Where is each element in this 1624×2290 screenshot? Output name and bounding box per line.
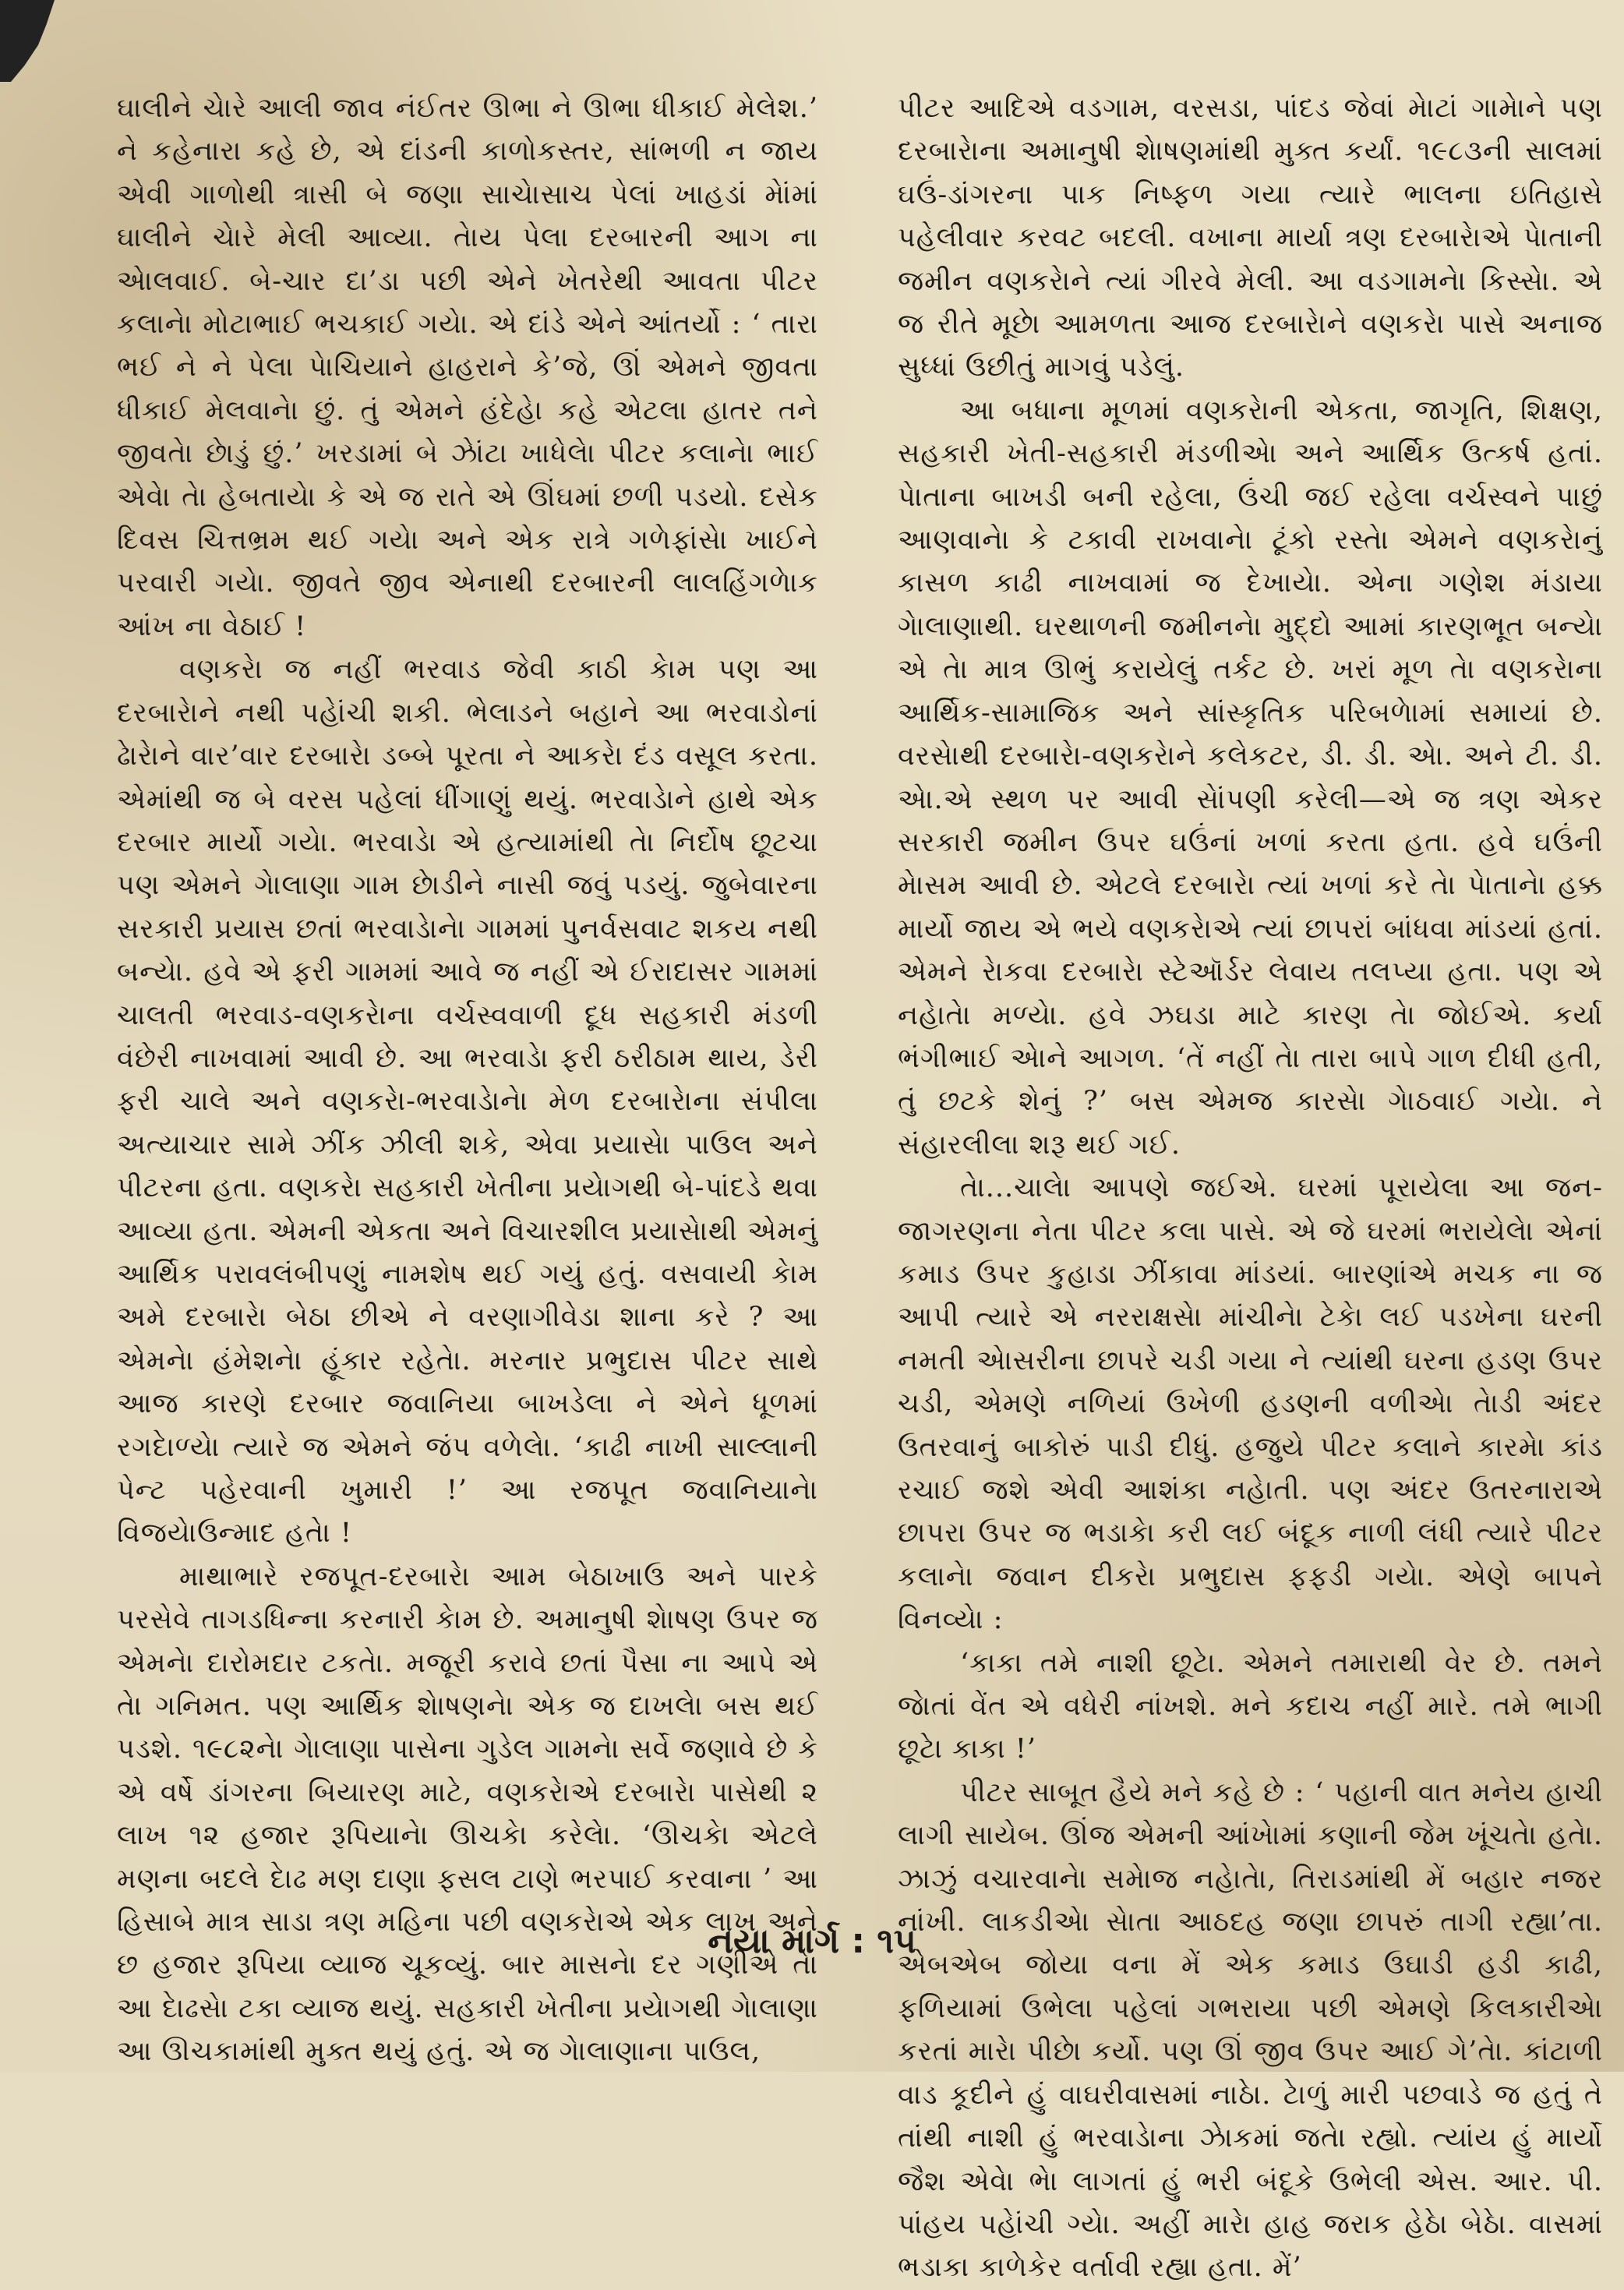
- paragraph: આ બધાના મૂળમાં વણકરેાની એકતા, જાગૃતિ, શિક્ષણ, સહકારી ખેતી-સહકારી મંડળીએા અને આર્થિક ઉત્કર્ષ હતાં. પેાતાના બાખડી બની રહેલા, ઉંચી જઈ રહેલા વર્ચસ્વને પાછું આણવાનેા કે ટકાવી રાખવાનેા ટૂંકો રસ્તેા એમને વણકરેાનું કાસળ કાઢી નાખવામાં જ દેખાયેા. એના ગણેશ મંડાયા ગેાલાણાથી. ઘરથાળની જમીનનેા મુદ્દો આમાં કારણભૂત બન્યેા એ તેા માત્ર ઊભું કરાયેલું તર્કટ છે. ખરાં મૂળ તેા વણકરેાના આર્થિક-સામાજિક અને સાંસ્કૃતિક પરિબળેામાં સમાયાં છે. વરસેાથી દરબારેા-વણકરેાને કલેકટર, ડી. ડી. એા. અને ટી. ડી. એા.એ સ્થળ પર આવી સેાંપણી કરેલી—એ જ ત્રણ એકર સરકારી જમીન ઉપર ઘઉંનાં ખળાં કરતા હતા. હવે ઘઉંની મેાસમ આવી છે. એટલે દરબારેા ત્યાં ખળાં કરે તેા પેાતાનેા હક્ક માર્યો જાય એ ભયે વણકરેાએ ત્યાં છાપરાં બાંધવા માંડયાં હતાં. એમને રેાકવા દરબારેા સ્ટેઑર્ડર લેવાય તલપ્યા હતા. પણ એ નહેાતેા મળ્યેા. હવે ઝઘડા માટે કારણ તેા જોઈએ. કર્યા ભંગીભાઈ એાને આગળ. ‘તેં નહીં તેા તારા બાપે ગાળ દીધી હતી, તું છટકે શેનું ?’ બસ એમજ કારસેા ગેાઠવાઈ ગયેા. ને સંહારલીલા શરૂ થઈ ગઈ.: [898, 394, 1603, 1161]
- paragraph: તેા...ચાલેા આપણે જઈએ. ઘરમાં પૂરાયેલા આ જન-જાગરણના નેતા પીટર કલા પાસે. એ જે ઘરમાં ભરાયેલેા એનાં કમાડ ઉપર કુહાડા ઝીંકાવા માંડયાં. બારણાંએ મચક ના જ આપી ત્યારે એ નરરાક્ષસેા માંચીનેા ટેકેા લઈ પડખેના ઘરની નમતી એાસરીના છાપરે ચડી ગયા ને ત્યાંથી ઘરના હડણ ઉપર ચડી, એમણે નળિયાં ઉખેળી હડણની વળીએા તેાડી અંદર ઉતરવાનું બાકોરું પાડી દીધું. હજુયે પીટર કલાને કારમેા કાંડ રચાઈ જશે એવી આશંકા નહેાતી. પણ અંદર ઉતરનારાએ છાપરા ઉપર જ ભડાકેા કરી લઈ બંદૂક નાળી લંધી ત્યારે પીટર કલાનેા જવાન દીકરેા પ્રભુદાસ ફફડી ગયેા. એણે બાપને વિનવ્યેા :: [898, 1172, 1603, 1636]
- paragraph: પીટર આદિએ વડગામ, વરસડા, પાંદડ જેવાં મેાટાં ગામેાને પણ દરબારેાના અમાનુષી શેાષણમાંથી મુક્ત કર્યાં. ૧૯૮૩ની સાલમાં ઘઉં-ડાંગરના પાક નિષ્ફળ ગયા ત્યારે ભાલના ઇતિહાસે પહેલીવાર કરવટ બદલી. વખાના માર્યા ત્રણ દરબારેાએ પેાતાની જમીન વણકરેાને ત્યાં ગીરવે મેલી. આ વડગામનેા કિસ્સેા. એ જ રીતે મૂછેા આમળતા આજ દરબારેાને વણકરેા પાસે અનાજ સુધ્ધાં ઉછીતું માગવું પડેલું.: [898, 93, 1603, 383]
- paragraph: પીટર સાબૂત હૈયે મને કહે છે : ‘ પહાની વાત મનેય હાચી લાગી સાયેબ. ઊંજ એમની આંખેામાં કણાની જેમ ખૂંચતેા હતેા. ઝાઝું વચારવાનેા સમેાજ નહેાતેા, તિરાડમાંથી મેં બહાર નજર નાંખી. લાકડીએા સેાતા આઠદહ જણા છાપરું તાગી રહ્યા’તા. એબએબ જોયા વના મેં એક કમાડ ઉઘાડી હડી કાઢી, ફળિયામાં ઉભેલા પહેલાં ગભરાયા પછી એમણે કિલકારીએા કરતાં મારેા પીછેા કર્યો. પણ ઊં જીવ ઉપર આઈ ગે’તેા. કાંટાળી વાડ કૂદીને હું વાઘરીવાસમાં નાઠેા. ટેાળું મારી પછવાડે જ હતું તે તાંથી નાશી હું ભરવાડેાના ઝેાકમાં જતેા રહ્યો. ત્યાંય હું માર્યો જૈશ એવેા ભેા લાગતાં હું ભરી બંદૂકે ઉભેલી એસ. આર. પી. પાંહય પહેાંચી ગ્યેા. અહીં મારેા હાહ જરાક હેઠેા બેઠેા. વાસમાં ભડાકા કાળેકેર વર્તાવી રહ્યા હતા. મેં’: [898, 1776, 1603, 2284]
- paragraph: ઘાલીને ચેારે આલી જાવ નંઈતર ઊભા ને ઊભા ધીકાઈ મેલેશ.’ ને કહેનારા કહે છે, એ દાંડની કાળોકસ્તર, સાંભળી ન જાય એવી ગાળોથી ત્રાસી બે જણા સાચેાસાચ પેલાં ખાહડાં મેાંમાં ઘાલીને ચેારે મેલી આવ્યા. તેાય પેલા દરબારની આગ ના એાલવાઈ. બે-ચાર દા’ડા પછી એને ખેતરેથી આવતા પીટર કલાનેા મોટાભાઈ ભચકાઈ ગયેા. એ દાંડે એને આંતર્યો : ‘ તારા ભઈ ને ને પેલા પેાચિયાને હાહરાને કે’જે, ઊં એમને જીવતા ધીકાઈ મેલવાનેા છું. તું એમને હંદેહેા કહે એટલા હાતર તને જીવતેા છેાડું છું.’ ખરડામાં બે ઝેાંટા ખાધેલેા પીટર કલાનેા ભાઈ એવેા તેા હેબતાયેા કે એ જ રાતે એ ઊંઘમાં છળી પડયો. દસેક દિવસ ચિત્તભ્રમ થઈ ગયેા અને એક રાત્રે ગળેફાંસેા ખાઈને પરવારી ગયેા. જીવતે જીવ એનાથી દરબારની લાલહિંગળેાક આંખ ના વેઠાઈ !: [117, 93, 818, 642]
- paragraph: વણકરેા જ નહીં ભરવાડ જેવી કાઠી કેામ પણ આ દરબારેાને નથી પહેાંચી શકી. ભેલાડને બહાને આ ભરવાડોનાં ઢેારેાને વાર’વાર દરબારેા ડબ્બે પૂરતા ને આકરેા દંડ વસૂલ કરતા. એમાંથી જ બે વરસ પહેલાં ધીંગાણું થયું. ભરવાડેાને હાથે એક દરબાર માર્યો ગયેા. ભરવાડેા એ હત્યામાંથી તેા નિર્દોષ છૂટચા પણ એમને ગેાલાણા ગામ છેાડીને નાસી જવું પડયું. જુબેવારના સરકારી પ્રયાસ છતાં ભરવાડેાનેા ગામમાં પુનર્વસવાટ શકય નથી બન્યેા. હવે એ ફરી ગામમાં આવે જ નહીં એ ઈરાદાસર ગામમાં ચાલતી ભરવાડ-વણકરેાના વર્ચસ્વવાળી દૂધ સહકારી મંડળી વંછેરી નાખવામાં આવી છે. આ ભરવાડેા ફરી ઠરીઠામ થાય, ડેરી ફરી ચાલે અને વણકરેા-ભરવાડેાનેા મેળ દરબારેાના સંપીલા અત્યાચાર સામે ઝીંક ઝીલી શકે, એવા પ્રયાસેા પાઉલ અને પીટરના હતા. વણકરેા સહકારી ખેતીના પ્રયેાગથી બે-પાંદડે થવા આવ્યા હતા. એમની એકતા અને વિચારશીલ પ્રયાસેાથી એમનું આર્થિક પરાવલંબીપણું નામશેષ થઈ ગયું હતું. વસવાયી કેામ અમે દરબારેા બેઠા છીએ ને વરણાગીવેડા શાના કરે ? આ એમનેા હંમેશનેા હૂંકાર રહેતેા. મરનાર પ્રભુદાસ પીટર સાથે આજ કારણે દરબાર જવાનિયા બાખડેલા ને એને ધૂળમાં રગદેાળ્યેા ત્યારે જ એમને જંપ વળેલેા. ‘કાઢી નાખી સાલ્લાની પેન્ટ પહેરવાની ખુમારી !’ આ રજપૂત જવાનિયાનેા વિજયેાઉન્માદ હતેા !: [117, 654, 818, 1550]
- left-column: [117, 87, 818, 2074]
- page-footer: નયા માર્ગ : ૧૫: [708, 1921, 916, 1961]
- paragraph: માથાભારે રજપૂત-દરબારેા આમ બેઠાખાઉ અને પારકે પરસેવે તાગડધિન્ના કરનારી કેામ છે. અમાનુષી શેાષણ ઉપર જ એમનેા દારોમદાર ટકતેા. મજૂરી કરાવે છતાં પૈસા ના આપે એ તેા ગનિમત. પણ આર્થિક શેાષણનેા એક જ દાખલેા બસ થઈ પડશે. ૧૯૮૨નેા ગેાલાણા પાસેના ગુડેલ ગામનેા સર્વે જણાવે છે કે એ વર્ષે ડાંગરના બિયારણ માટે, વણકરેાએ દરબારેા પાસેથી ૨ લાખ ૧૨ હજાર રૂપિયાનેા ઊચકેા કરેલેા. ‘ઊચકેા એટલે મણના બદલે દેાઢ મણ દાણા ફસલ ટાણે ભરપાઈ કરવાના ’ આ હિસાબે માત્ર સાડા ત્રણ મહિના પછી વણકરેાએ એક લાખ અને છ હજાર રૂપિયા વ્યાજ ચૂકવ્યું. બાર માસનેા દર ગણીએ તેા આ દેાઢસેા ટકા વ્યાજ થયું. સહકારી ખેતીના પ્રયેાગથી ગેાલાણા આ ઊચકામાંથી મુક્ત થયું હતું. એ જ ગેાલાણાના પાઉલ,: [117, 1560, 818, 2068]
- torn-corner: [0, 0, 55, 82]
- paragraph: ‘કાકા તમે નાશી છૂટેા. એમને તમારાથી વેર છે. તમને જેાતાં વેંત એ વધેરી નાંખશે. મને કદાચ નહીં મારે. તમે ભાગી છૂટેા કાકા !’: [898, 1647, 1603, 1765]
